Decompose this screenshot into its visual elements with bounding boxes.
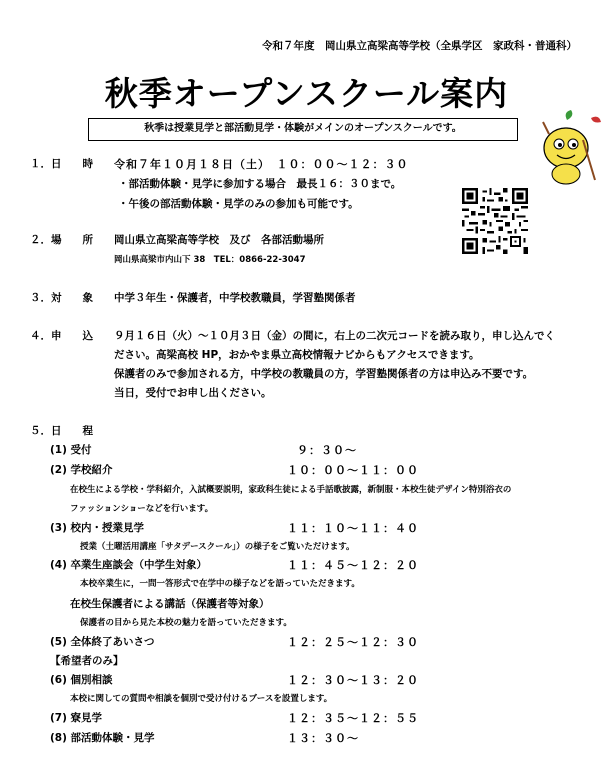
section-label-place: ２．場 所 <box>30 234 93 246</box>
schedule-time-4: １１：４５～１２：２０ <box>287 559 419 572</box>
header-text: 令和７年度 岡山県立高梁高等学校（全県学区 家政科・普通科） <box>262 40 577 52</box>
apply-line-3: 保護者のみで参加される方，中学校の教職員の方，学習塾関係者の方は申込み不要です。 <box>114 368 534 380</box>
target-main: 中学３年生・保護者，中学校教職員，学習塾関係者 <box>114 292 356 304</box>
schedule-time-1: ９：３０～ <box>297 444 357 457</box>
schedule-time-2: １０：００～１１：００ <box>287 464 419 477</box>
mascot-image <box>533 110 605 188</box>
schedule-item-1: (1) 受付 <box>50 444 92 456</box>
schedule-time-6: １２：３０～１３：２０ <box>287 674 419 687</box>
page-title: 秋季オープンスクール案内 <box>104 74 509 113</box>
schedule-time-5: １２：２５～１２：３０ <box>287 636 419 649</box>
schedule-time-8: １３：３０～ <box>287 732 359 745</box>
parent-talk: 在校生保護者による講話（保護者等対象） <box>70 598 270 610</box>
date-note-1: ・部活動体験・見学に参加する場合 最長１６：３０まで。 <box>118 178 402 190</box>
apply-line-2: ださい。高梁高校 HP，おかやま県立高校情報ナビからもアクセスできます。 <box>114 349 480 361</box>
schedule-item-4: (4) 卒業生座談会（中学生対象） <box>50 559 208 571</box>
schedule-desc-3: 授業（土曜活用講座「サタデースクール」）の様子をご覧いただけます。 <box>80 542 355 552</box>
schedule-desc-2a: 在校生による学校・学科紹介，入試概要説明，家政科生徒による手話歌披露，新制服・本校生徒デザイン特別浴衣の <box>70 485 512 495</box>
schedule-item-7: (7) 寮見学 <box>50 712 103 724</box>
parent-talk-desc: 保護者の目から見た本校の魅力を語っていただきます。 <box>80 618 292 628</box>
intro-banner: 秋季は授業見学と部活動見学・体験がメインのオープンスクールです。 <box>88 118 518 141</box>
section-label-target: ３．対 象 <box>30 292 93 304</box>
schedule-time-3: １１：１０～１１：４０ <box>287 522 419 535</box>
schedule-desc-2b: ファッションショーなどを行います。 <box>70 504 214 514</box>
section-label-apply: ４．申 込 <box>30 330 93 342</box>
schedule-item-8: (8) 部活動体験・見学 <box>50 732 155 744</box>
date-main: 令和７年１０月１８日（土） １０：００～１２：３０ <box>114 158 409 171</box>
apply-line-1: ９月１６日（火）～１０月３日（金）の間に，右上の二次元コードを読み取り，申し込んでく <box>114 330 555 342</box>
section-label-date: １．日 時 <box>30 158 93 170</box>
schedule-item-6: (6) 個別相談 <box>50 674 113 686</box>
schedule-time-7: １２：３５～１２：５５ <box>287 712 419 725</box>
section-label-schedule: ５．日 程 <box>30 425 93 437</box>
schedule-desc-4: 本校卒業生に，一問一答形式で在学中の様子などを語っていただきます。 <box>80 579 360 589</box>
optional-label: 【希望者のみ】 <box>50 655 124 667</box>
date-note-2: ・午後の部活動体験・見学のみの参加も可能です。 <box>118 198 359 210</box>
place-address: 岡山県高梁市内山下 38 TEL：0866-22-3047 <box>114 255 306 265</box>
schedule-item-5: (5) 全体終了あいさつ <box>50 636 155 648</box>
schedule-desc-6: 本校に関しての質問や相談を個別で受け付けるブースを設置します。 <box>70 694 333 704</box>
schedule-item-3: (3) 校内・授業見学 <box>50 522 145 534</box>
apply-line-4: 当日，受付でお申し出ください。 <box>114 387 272 399</box>
place-main: 岡山県立高梁高等学校 及び 各部活動場所 <box>114 234 324 246</box>
qr-code-image[interactable] <box>462 188 528 254</box>
schedule-item-2: (2) 学校紹介 <box>50 464 113 476</box>
